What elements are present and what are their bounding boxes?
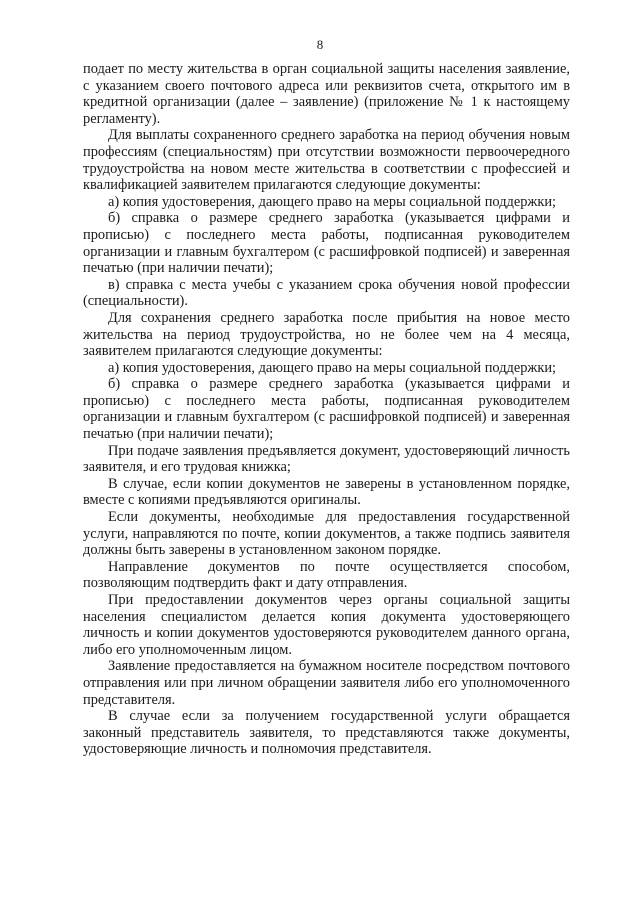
- page-number: 8: [316, 37, 324, 52]
- paragraph-application-submission: подает по месту жительства в орган социальной защиты населения заявление, с указанием своего почтового адреса или реквизитов счета, открытого им в кредитной организации (далее – заявление) (приложение № 1 к настоящему регламенту).: [83, 61, 570, 127]
- paragraph-list-item-b-2: б) справка о размере среднего заработка (указывается цифрами и прописью) с последнего места работы, подписанная руководителем организации и главным бухгалтером (с расшифровкой подписей) и заверенная печатью (при наличии печати);: [83, 376, 570, 443]
- paragraph-legal-representative: В случае если за получением государственной услуги обращается законный представитель заявителя, то представляются также документы, удостоверяющие личность и полномочия представителя.: [83, 708, 570, 758]
- paragraph-postal-submission: Если документы, необходимые для предоставления государственной услуги, направляются по почте, копии документов, а также подпись заявителя должны быть заверены в установленном законом порядке.: [83, 509, 570, 559]
- paragraph-list-item-a: а) копия удостоверения, дающего право на меры социальной поддержки;: [108, 193, 557, 210]
- paragraph-identity-document: При подаче заявления предъявляется документ, удостоверяющий личность заявителя, и его трудовая книжка;: [83, 442, 570, 476]
- paragraph-training-period-intro: Для выплаты сохраненного среднего заработка на период обучения новым профессиям (специальностям) при отсутствии возможности первоочередного трудоустройства на новом месте жительства в соответствии с профессией и квалификацией заявителем прилагаются следующие документы:: [83, 127, 570, 194]
- paragraph-originals: В случае, если копии документов не заверены в установленном порядке, вместе с копиями предъявляются оригиналы.: [83, 475, 570, 509]
- paragraph-employment-period-intro: Для сохранения среднего заработка после прибытия на новое место жительства на период трудоустройства, но не более чем на 4 месяца, заявителем прилагаются следующие документы:: [83, 309, 570, 360]
- paragraph-postal-method: Направление документов по почте осуществляется способом, позволяющим подтвердить факт и дату отправления.: [83, 558, 570, 592]
- paragraph-list-item-c: в) справка с места учебы с указанием срока обучения новой профессии (специальности).: [83, 276, 570, 310]
- paragraph-list-item-a-2: а) копия удостоверения, дающего право на меры социальной поддержки;: [108, 359, 557, 376]
- paragraph-list-item-b: б) справка о размере среднего заработка (указывается цифрами и прописью) с последнего места работы, подписанная руководителем организации и главным бухгалтером (с расшифровкой подписей) и заверенная печатью (при наличии печати);: [83, 210, 570, 277]
- paragraph-paper-application: Заявление предоставляется на бумажном носителе посредством почтового отправления или при личном обращении заявителя либо его уполномоченного представителя.: [83, 658, 570, 708]
- document-body: [83, 61, 570, 758]
- paragraph-social-protection-copies: При предоставлении документов через органы социальной защиты населения специалистом делается копия документа удостоверяющего личность и копии документов удостоверяются руководителем данного органа, либо его уполномоченным лицом.: [83, 592, 570, 658]
